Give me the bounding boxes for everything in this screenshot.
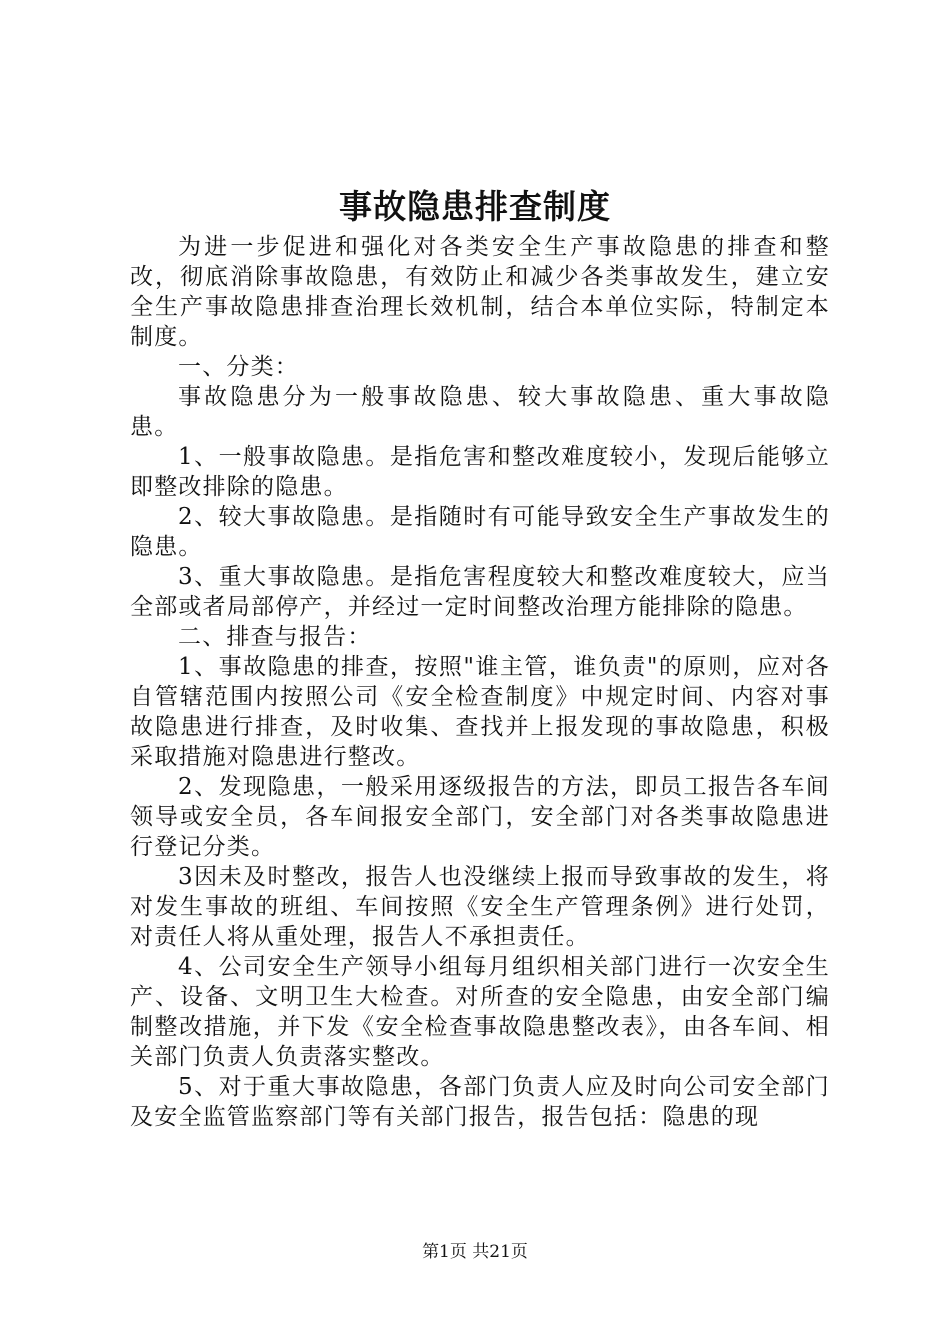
- page-footer: 第1页 共21页: [422, 1242, 528, 1262]
- paragraph-classification: 事故隐患分为一般事故隐患、较大事故隐患、重大事故隐患。: [130, 384, 830, 440]
- list-item-serious-report: 5、对于重大事故隐患，各部门负责人应及时向公司安全部门及安全监管监察部门等有关部门报告，报告包括：隐患的现: [130, 1074, 830, 1130]
- section-heading-classification: 一、分类：: [178, 354, 299, 380]
- section-heading-inspection-report: 二、排查与报告：: [178, 624, 372, 650]
- list-item-general-hazard: 1、一般事故隐患。是指危害和整改难度较小，发现后能够立即整改排除的隐患。: [130, 444, 830, 500]
- list-item-serious-hazard: 3、重大事故隐患。是指危害程度较大和整改难度较大，应当全部或者局部停产，并经过一定时间整改治理方能排除的隐患。: [130, 564, 830, 620]
- list-item-penalty: 3因未及时整改，报告人也没继续上报而导致事故的发生，将对发生事故的班组、车间按照《安全生产管理条例》进行处罚，对责任人将从重处理，报告人不承担责任。: [130, 864, 830, 950]
- document-body: [130, 232, 830, 1132]
- list-item-reporting: 2、发现隐患，一般采用逐级报告的方法，即员工报告各车间领导或安全员，各车间报安全部门，安全部门对各类事故隐患进行登记分类。: [130, 774, 830, 860]
- paragraph-intro: 为进一步促进和强化对各类安全生产事故隐患的排查和整改，彻底消除事故隐患，有效防止和减少各类事故发生，建立安全生产事故隐患排查治理长效机制，结合本单位实际，特制定本制度。: [130, 234, 830, 350]
- list-item-inspection: 1、事故隐患的排查，按照"谁主管，谁负责"的原则，应对各自管辖范围内按照公司《安全检查制度》中规定时间、内容对事故隐患进行排查，及时收集、查找并上报发现的事故隐患，积极采取措施对隐患进行整改。: [130, 654, 830, 770]
- document-title: 事故隐患排查制度: [339, 187, 611, 226]
- list-item-monthly-check: 4、公司安全生产领导小组每月组织相关部门进行一次安全生产、设备、文明卫生大检查。对所查的安全隐患，由安全部门编制整改措施，并下发《安全检查事故隐患整改表》，由各车间、相关部门负责人负责落实整改。: [130, 954, 830, 1070]
- list-item-major-hazard: 2、较大事故隐患。是指随时有可能导致安全生产事故发生的隐患。: [130, 504, 830, 560]
